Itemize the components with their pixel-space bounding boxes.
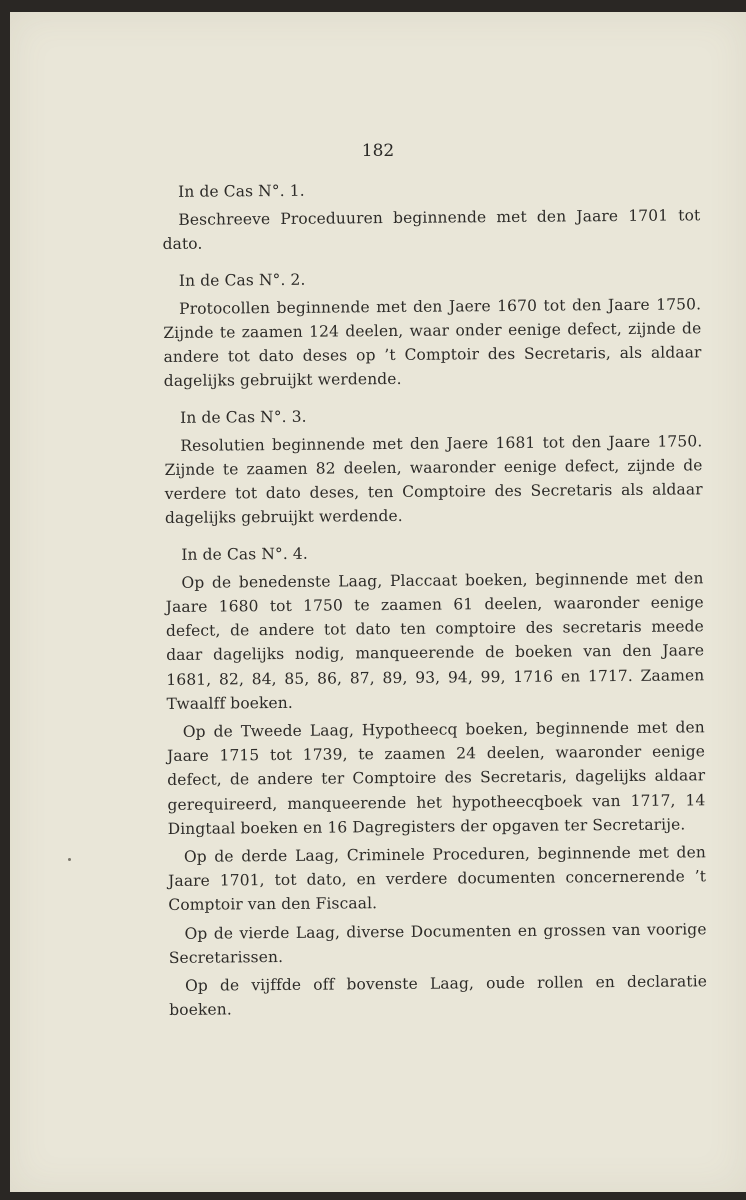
paragraph-laag-4: Op de vierde Laag, diverse Documenten en grossen van voorige Secretarissen. <box>168 919 707 967</box>
paragraph-laag-5: Op de vijffde off bovenste Laag, oude rollen en declaratie boeken. <box>169 972 708 1020</box>
heading-cas-1: In de Cas N°. 1. <box>178 181 305 201</box>
paragraph-laag-3: Op de derde Laag, Criminele Proceduren, beginnende met den Jaare 1701, tot dato, en verdere documenten concernerende ’t Comptoir van den Fiscaal. <box>168 843 707 915</box>
heading-cas-3: In de Cas N°. 3. <box>179 407 307 427</box>
document-page <box>10 12 746 1192</box>
heading-cas-2: In de Cas N°. 2. <box>178 270 306 290</box>
paragraph-cas-2: Protocollen beginnende met den Jaere 1670 tot den Jaare 1750. Zijnde te zaamen 124 deelen, waar onder eenige defect, zijnde de andere tot dato deses op ’t Comptoir des Secretaris, als aldaar dagelijks gebruijkt werdende. <box>163 295 702 391</box>
paragraph-cas-1: Beschreeve Proceduuren beginnende met den Jaare 1701 tot dato. <box>162 206 701 254</box>
heading-cas-4: In de Cas N°. 4. <box>181 544 308 564</box>
paragraph-laag-2: Op de Tweede Laag, Hypotheecq boeken, beginnende met den Jaare 1715 tot 1739, te zaamen 24 deelen, waaronder eenige defect, de andere ter Comptoire des Secretaris, dagelijks aldaar gerequireerd, manqueerende het hypotheecqboek van 1717, 14 Dingtaal boeken en 16 Dagregisters der opgaven ter Secretarije. <box>166 718 706 838</box>
paper-speck <box>68 858 71 861</box>
body-text <box>162 175 707 1022</box>
paragraph-laag-1: Op de benedenste Laag, Placcaat boeken, beginnende met den Jaare 1680 tot 1750 te zaamen 61 deelen, waaronder eenige defect, de andere tot dato ten comptoire des secretaris meede daar dagelijks nodig, manqueerende de boeken van den Jaare 1681, 82, 84, 85, 86, 87, 89, 93, 94, 99, 1716 en 1717. Zaamen Twaalff boeken. <box>165 569 705 713</box>
paragraph-cas-3: Resolutien beginnende met den Jaere 1681 tot den Jaare 1750. Zijnde te zaamen 82 deelen, waaronder eenige defect, zijnde de verdere tot dato deses, ten Comptoire des Secretaris als aldaar dagelijks gebruijkt werdende. <box>164 432 703 528</box>
page-number: 182 <box>361 141 395 161</box>
